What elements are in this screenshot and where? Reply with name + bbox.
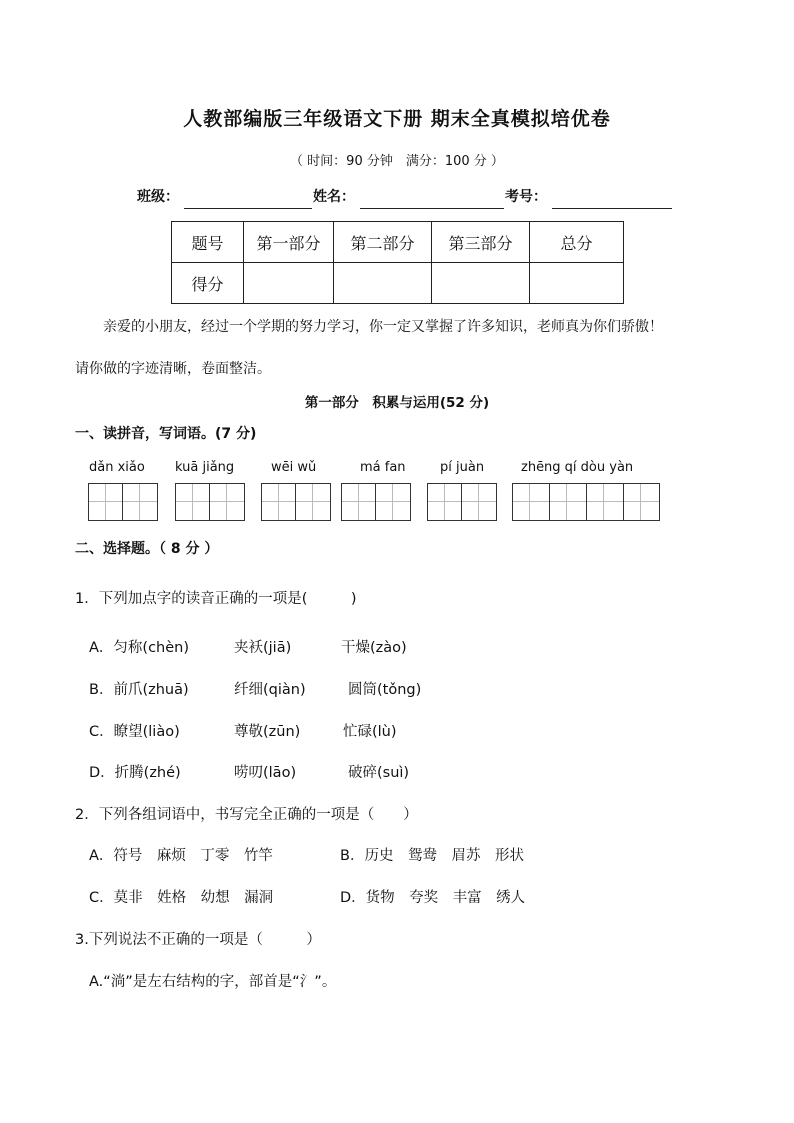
q1-option-d-1: D．折腾(zhé) <box>89 765 181 781</box>
q2-stem: 2．下列各组词语中，书写完全正确的一项是（ ） <box>75 807 418 823</box>
header-cell: 第三部分 <box>432 222 530 263</box>
q1-option-d-2: 唠叨(lāo) <box>234 765 297 781</box>
writing-grid-5[interactable] <box>427 483 497 521</box>
id-label: 考号： <box>505 189 547 205</box>
writing-grid-2[interactable] <box>175 483 245 521</box>
row-label: 得分 <box>172 263 244 304</box>
q1-option-a-1: A．匀称(chèn) <box>89 640 190 656</box>
grid-cell[interactable] <box>89 484 123 520</box>
class-field[interactable] <box>184 208 312 209</box>
grid-cell[interactable] <box>296 484 330 520</box>
score-cell[interactable] <box>432 263 530 304</box>
q1-option-d-3: 破碎(suì) <box>348 765 410 781</box>
intro-line-1: 亲爱的小朋友，经过一个学期的努力学习，你一定又掌握了许多知识，老师真为你们骄傲！ <box>103 319 663 335</box>
pinyin-6: zhēng qí dòu yàn <box>521 460 634 475</box>
pinyin-2: kuā jiǎng <box>175 460 235 475</box>
header-cell: 题号 <box>172 222 244 263</box>
q1-option-c-3: 忙碌(lù) <box>343 724 397 740</box>
q3-stem: 3.下列说法不正确的一项是（ ） <box>75 932 321 948</box>
q1-option-b-1: B．前爪(zhuā) <box>89 682 189 698</box>
score-table-header-row <box>172 222 624 263</box>
q1-option-c-2: 尊敬(zūn) <box>234 724 301 740</box>
grid-cell[interactable] <box>376 484 410 520</box>
id-field[interactable] <box>552 208 672 209</box>
q2-option-b: B．历史 鸳鸯 眉苏 形状 <box>340 848 524 864</box>
grid-cell[interactable] <box>210 484 244 520</box>
name-label: 姓名： <box>313 189 355 205</box>
q3-option-a: A.“淌”是左右结构的字，部首是“氵”。 <box>89 974 337 990</box>
q1-option-a-3: 干燥(zào) <box>341 640 407 656</box>
pinyin-3: wēi wǔ <box>271 460 317 475</box>
grid-cell[interactable] <box>513 484 550 520</box>
section2-title: 二、选择题。（ 8 分 ） <box>75 541 219 557</box>
score-cell[interactable] <box>334 263 432 304</box>
section1-score: (7 分) <box>215 426 257 442</box>
grid-cell[interactable] <box>550 484 587 520</box>
header-cell: 总分 <box>530 222 624 263</box>
score-table-score-row <box>172 263 624 304</box>
score-table <box>171 221 624 304</box>
q2-option-c: C．莫非 姓格 幼想 漏洞 <box>89 890 274 906</box>
grid-cell[interactable] <box>624 484 659 520</box>
grid-cell[interactable] <box>462 484 496 520</box>
writing-grid-1[interactable] <box>88 483 158 521</box>
pinyin-5: pí juàn <box>440 460 485 475</box>
pinyin-4: má fan <box>360 460 406 475</box>
q1-stem: 1．下列加点字的读音正确的一项是( ) <box>75 591 357 607</box>
grid-cell[interactable] <box>587 484 624 520</box>
q2-option-a: A．符号 麻烦 丁零 竹竿 <box>89 848 273 864</box>
header-cell: 第一部分 <box>244 222 334 263</box>
name-field[interactable] <box>360 208 504 209</box>
grid-cell[interactable] <box>342 484 376 520</box>
section1-title <box>75 423 256 443</box>
grid-cell[interactable] <box>262 484 296 520</box>
header-cell: 第二部分 <box>334 222 432 263</box>
q2-option-d: D．货物 夸奖 丰富 绣人 <box>340 890 526 906</box>
class-label: 班级： <box>137 189 179 205</box>
part1-title: 第一部分 积累与运用(52 分) <box>304 395 490 411</box>
intro-line-2: 请你做的字迹清晰，卷面整洁。 <box>75 361 271 377</box>
writing-grid-6[interactable] <box>512 483 660 521</box>
page-title: 人教部编版三年级语文下册 期末全真模拟培优卷 <box>183 108 611 130</box>
exam-time-score: （ 时间：90 分钟 满分：100 分 ） <box>290 154 504 169</box>
grid-cell[interactable] <box>176 484 210 520</box>
grid-cell[interactable] <box>123 484 157 520</box>
q1-option-b-3: 圆筒(tǒng) <box>348 682 422 698</box>
q1-option-a-2: 夹袄(jiā) <box>234 640 292 656</box>
writing-grid-4[interactable] <box>341 483 411 521</box>
writing-grid-3[interactable] <box>261 483 331 521</box>
pinyin-1: dǎn xiǎo <box>89 460 145 475</box>
grid-cell[interactable] <box>428 484 462 520</box>
section1-title-main: 一、读拼音，写词语。 <box>75 426 215 442</box>
q1-option-b-2: 纤细(qiàn) <box>234 682 306 698</box>
score-cell[interactable] <box>244 263 334 304</box>
q1-option-c-1: C．瞭望(liào) <box>89 724 180 740</box>
score-cell[interactable] <box>530 263 624 304</box>
